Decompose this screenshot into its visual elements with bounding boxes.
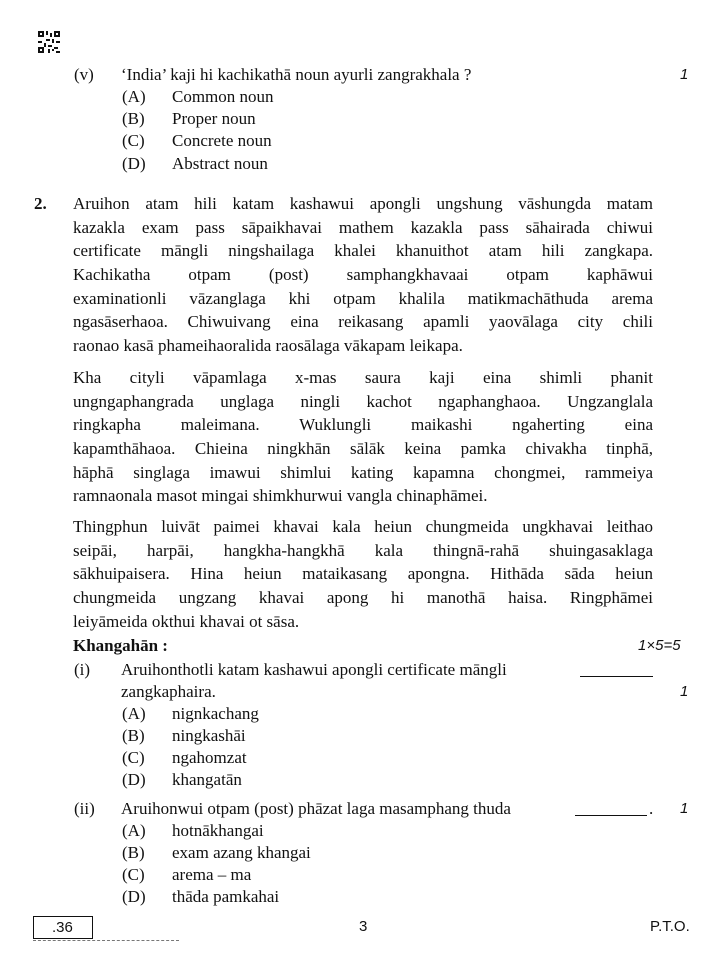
passage-paragraph-1 bbox=[73, 192, 653, 358]
answer-blank bbox=[575, 801, 647, 816]
question-i-text-continued: zangkaphaira. bbox=[121, 682, 216, 701]
option-text: arema – ma bbox=[172, 865, 252, 884]
option-letter: (C) bbox=[122, 131, 145, 150]
passage-line: Aruihon atam hili katam kashawui apongli ungshung vāshungda matam bbox=[73, 194, 653, 213]
question-ii-text: Aruihonwui otpam (post) phāzat laga masamphang thuda bbox=[121, 799, 511, 818]
option-letter: (B) bbox=[122, 726, 145, 745]
question-2-number: 2. bbox=[34, 194, 47, 213]
option-letter: (C) bbox=[122, 865, 145, 884]
passage-line: kapamthāhaoa. Chieina ningkhān sālāk keina pamka chivakha tinphā, bbox=[73, 439, 653, 459]
passage-line: ngasāserhaoa. Chiwuivang eina reikasang apamli yaovālaga city chili bbox=[73, 312, 653, 332]
option-letter: (A) bbox=[122, 821, 146, 840]
option-text: thāda pamkahai bbox=[172, 887, 280, 906]
option-text: Abstract noun bbox=[172, 154, 268, 173]
passage-line: hāphā singlaga imawui shimlui kating kapamna chongmei, rammeiya bbox=[73, 462, 653, 482]
passage-line: Kha cityli vāpamlaga x-mas saura kaji eina shimli phanit bbox=[73, 368, 653, 387]
option-letter: (D) bbox=[122, 770, 146, 789]
option-text: Proper noun bbox=[172, 109, 256, 128]
option-letter: (A) bbox=[122, 87, 146, 106]
footer-rule bbox=[33, 940, 179, 941]
option-text: exam azang khangai bbox=[172, 843, 311, 862]
option-text: khangatān bbox=[172, 770, 242, 789]
question-v-text: ‘India’ kaji hi kachikathā noun ayurli zangrakhala ? bbox=[121, 65, 472, 84]
page-number: 3 bbox=[359, 918, 368, 935]
option-text: ningkashāi bbox=[172, 726, 246, 745]
question-i-text: Aruihonthotli katam kashawui apongli certificate māngli bbox=[121, 660, 507, 679]
option-text: ngahomzat bbox=[172, 748, 247, 767]
questions-heading: Khangahān : bbox=[73, 636, 168, 655]
option-letter: (D) bbox=[122, 887, 146, 906]
passage-line: examinationli vāzanglaga khi otpam khalila matikmachāthuda arema bbox=[73, 288, 653, 308]
passage-line: ringkapha maleimana. Wuklungli maikashi ngaherting eina bbox=[73, 415, 653, 435]
option-text: nignkachang bbox=[172, 704, 259, 723]
question-ii-number: (ii) bbox=[74, 799, 95, 818]
option-text: Common noun bbox=[172, 87, 274, 106]
question-ii-marks: 1 bbox=[680, 800, 689, 817]
passage-line: chungmeida ungzang khavai apong hi manothā haisa. Ringphāmei bbox=[73, 588, 653, 608]
paper-code: .36 bbox=[52, 919, 73, 936]
pto-label: P.T.O. bbox=[650, 918, 690, 935]
passage-paragraph-2 bbox=[73, 366, 653, 508]
passage-line: seipāi, harpāi, hangkha-hangkhā kala thingnā-rahā shuingasaklaga bbox=[73, 540, 653, 560]
passage-line: kazakla exam pass sāpaikhavai mathem kazakla pass sāhairada chiwui bbox=[73, 217, 653, 237]
question-v-marks: 1 bbox=[680, 66, 689, 83]
question-i-number: (i) bbox=[74, 660, 91, 679]
question-v-number: (v) bbox=[74, 65, 94, 84]
passage-line: Kachikatha otpam (post) samphangkhavaai otpam kaphāwui bbox=[73, 265, 653, 285]
sentence-period: . bbox=[649, 799, 654, 818]
questions-marks: 1×5=5 bbox=[638, 637, 681, 654]
question-i-marks: 1 bbox=[680, 683, 689, 700]
passage-line: leiyāmeida okthui khavai ot sāsa. bbox=[73, 611, 300, 631]
option-text: Concrete noun bbox=[172, 131, 272, 150]
option-letter: (B) bbox=[122, 109, 145, 128]
option-letter: (D) bbox=[122, 154, 146, 173]
passage-line: raonao kasā phameihaoralida raosālaga vākapam leikapa. bbox=[73, 336, 463, 356]
passage-line: certificate māngli ningshailaga khalei khanuithot atam hili zangkapa. bbox=[73, 241, 653, 261]
qr-code-icon bbox=[38, 31, 60, 53]
answer-blank bbox=[580, 662, 653, 677]
passage-line: ramnaonala masot mingai shimkhurwui vangla chinaphāmei. bbox=[73, 486, 488, 506]
paper-code-box bbox=[33, 916, 93, 939]
option-letter: (C) bbox=[122, 748, 145, 767]
passage-line: ungngaphangrada unglaga ningli kachot ngaphanghaoa. Ungzanglala bbox=[73, 391, 653, 411]
passage-line: sākhuipaisera. Hina heiun mataikasang apongna. Hithāda sāda heiun bbox=[73, 564, 653, 584]
passage-paragraph-3 bbox=[73, 515, 653, 633]
option-text: hotnākhangai bbox=[172, 821, 264, 840]
option-letter: (B) bbox=[122, 843, 145, 862]
option-letter: (A) bbox=[122, 704, 146, 723]
passage-line: Thingphun luivāt paimei khavai kala heiun chungmeida ungkhavai leithao bbox=[73, 517, 653, 536]
